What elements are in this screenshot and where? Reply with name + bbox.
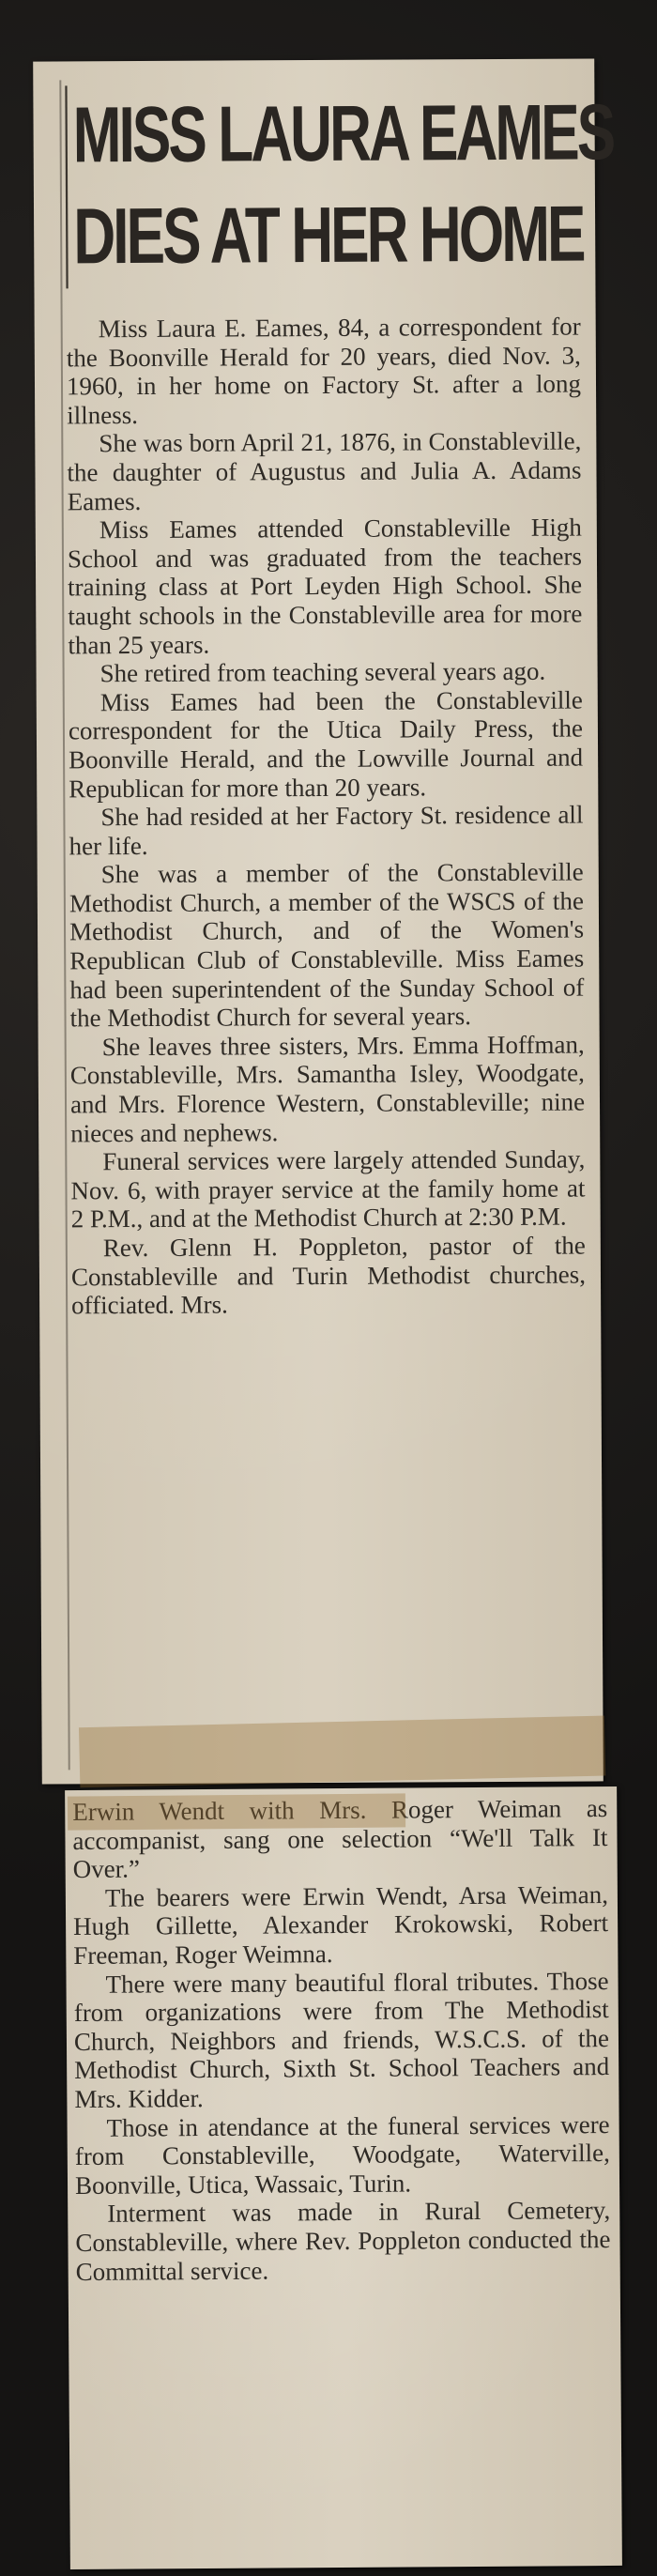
paragraph: She leaves three sisters, Mrs. Emma Hoffman, Constableville, Mrs. Samantha Isley, Woodgate, and Mrs. Florence Western, Constableville; nine nieces and nephews. (69, 1030, 586, 1148)
tape-stain (68, 1793, 405, 1830)
paragraph: Funeral services were largely attended Sunday, Nov. 6, with prayer service at the family home at 2 P.M., and at the Methodist Church at 2:30 P.M. (70, 1144, 586, 1234)
paragraph: She was born April 21, 1876, in Constableville, the daughter of Augustus and Julia A. Adams Eames. (67, 426, 582, 515)
headline (65, 84, 614, 288)
clipping-upper (33, 58, 614, 1784)
paragraph: She was a member of the Constableville Methodist Church, a member of the WSCS of the Methodist Church, and of the Women's Republican Club of Constableville. Miss Eames had been superintendent of the Sunday School of the Methodist Church for several years. (69, 857, 585, 1033)
article-body-continued (72, 1794, 611, 2286)
paragraph: Those in atendance at the funeral services were from Constableville, Woodgate, Waterville, Boonville, Utica, Wassaic, Turin. (74, 2109, 610, 2200)
clipping-lower (65, 1786, 622, 2569)
paragraph: The bearers were Erwin Wendt, Arsa Weiman, Hugh Gillette, Alexander Krokowski, Robert Freeman, Roger Weimna. (73, 1879, 609, 1970)
paragraph: Miss Laura E. Eames, 84, a correspondent for the Boonville Herald for 20 years, died Nov. 3, 1960, in her home on Factory St. after a long illness. (66, 312, 582, 430)
paragraph: Interment was made in Rural Cemetery, Constableville, where Rev. Poppleton conducted the Committal service. (75, 2196, 611, 2286)
headline-line-1: MISS LAURA EAMES (72, 87, 614, 179)
paragraph: She had resided at her Factory St. residence all her life. (69, 800, 584, 861)
paragraph: Rev. Glenn H. Poppleton, pastor of the Constableville and Turin Methodist churches, officiated. Mrs. (70, 1231, 587, 1320)
paragraph: Miss Eames attended Constableville High School and was graduated from the teachers training class at Port Leyden High School. She taught schools in the Constableville area for more than 25 years. (67, 513, 583, 659)
headline-line-2: DIES AT HER HOME (73, 189, 584, 281)
article-body (67, 313, 587, 1321)
paragraph: Miss Eames had been the Constableville correspondent for the Utica Daily Press, the Boonville Herald, and the Lowville Journal and Republican for more than 20 years. (68, 685, 584, 803)
tape-stain (79, 1716, 605, 1788)
paragraph: Erwin Wendt with Mrs. Roger Weiman as accompanist, sang one selection “We'll Talk It Over.” (72, 1794, 608, 1884)
paragraph: She retired from teaching several years ago. (99, 656, 546, 688)
paragraph: There were many beautiful floral tributes. Those from organizations were from The Methodist Church, Neighbors and friends, W.S.C.S. of the Methodist Church, Sixth St. School Teachers and Mrs. Kidder. (73, 1966, 610, 2113)
